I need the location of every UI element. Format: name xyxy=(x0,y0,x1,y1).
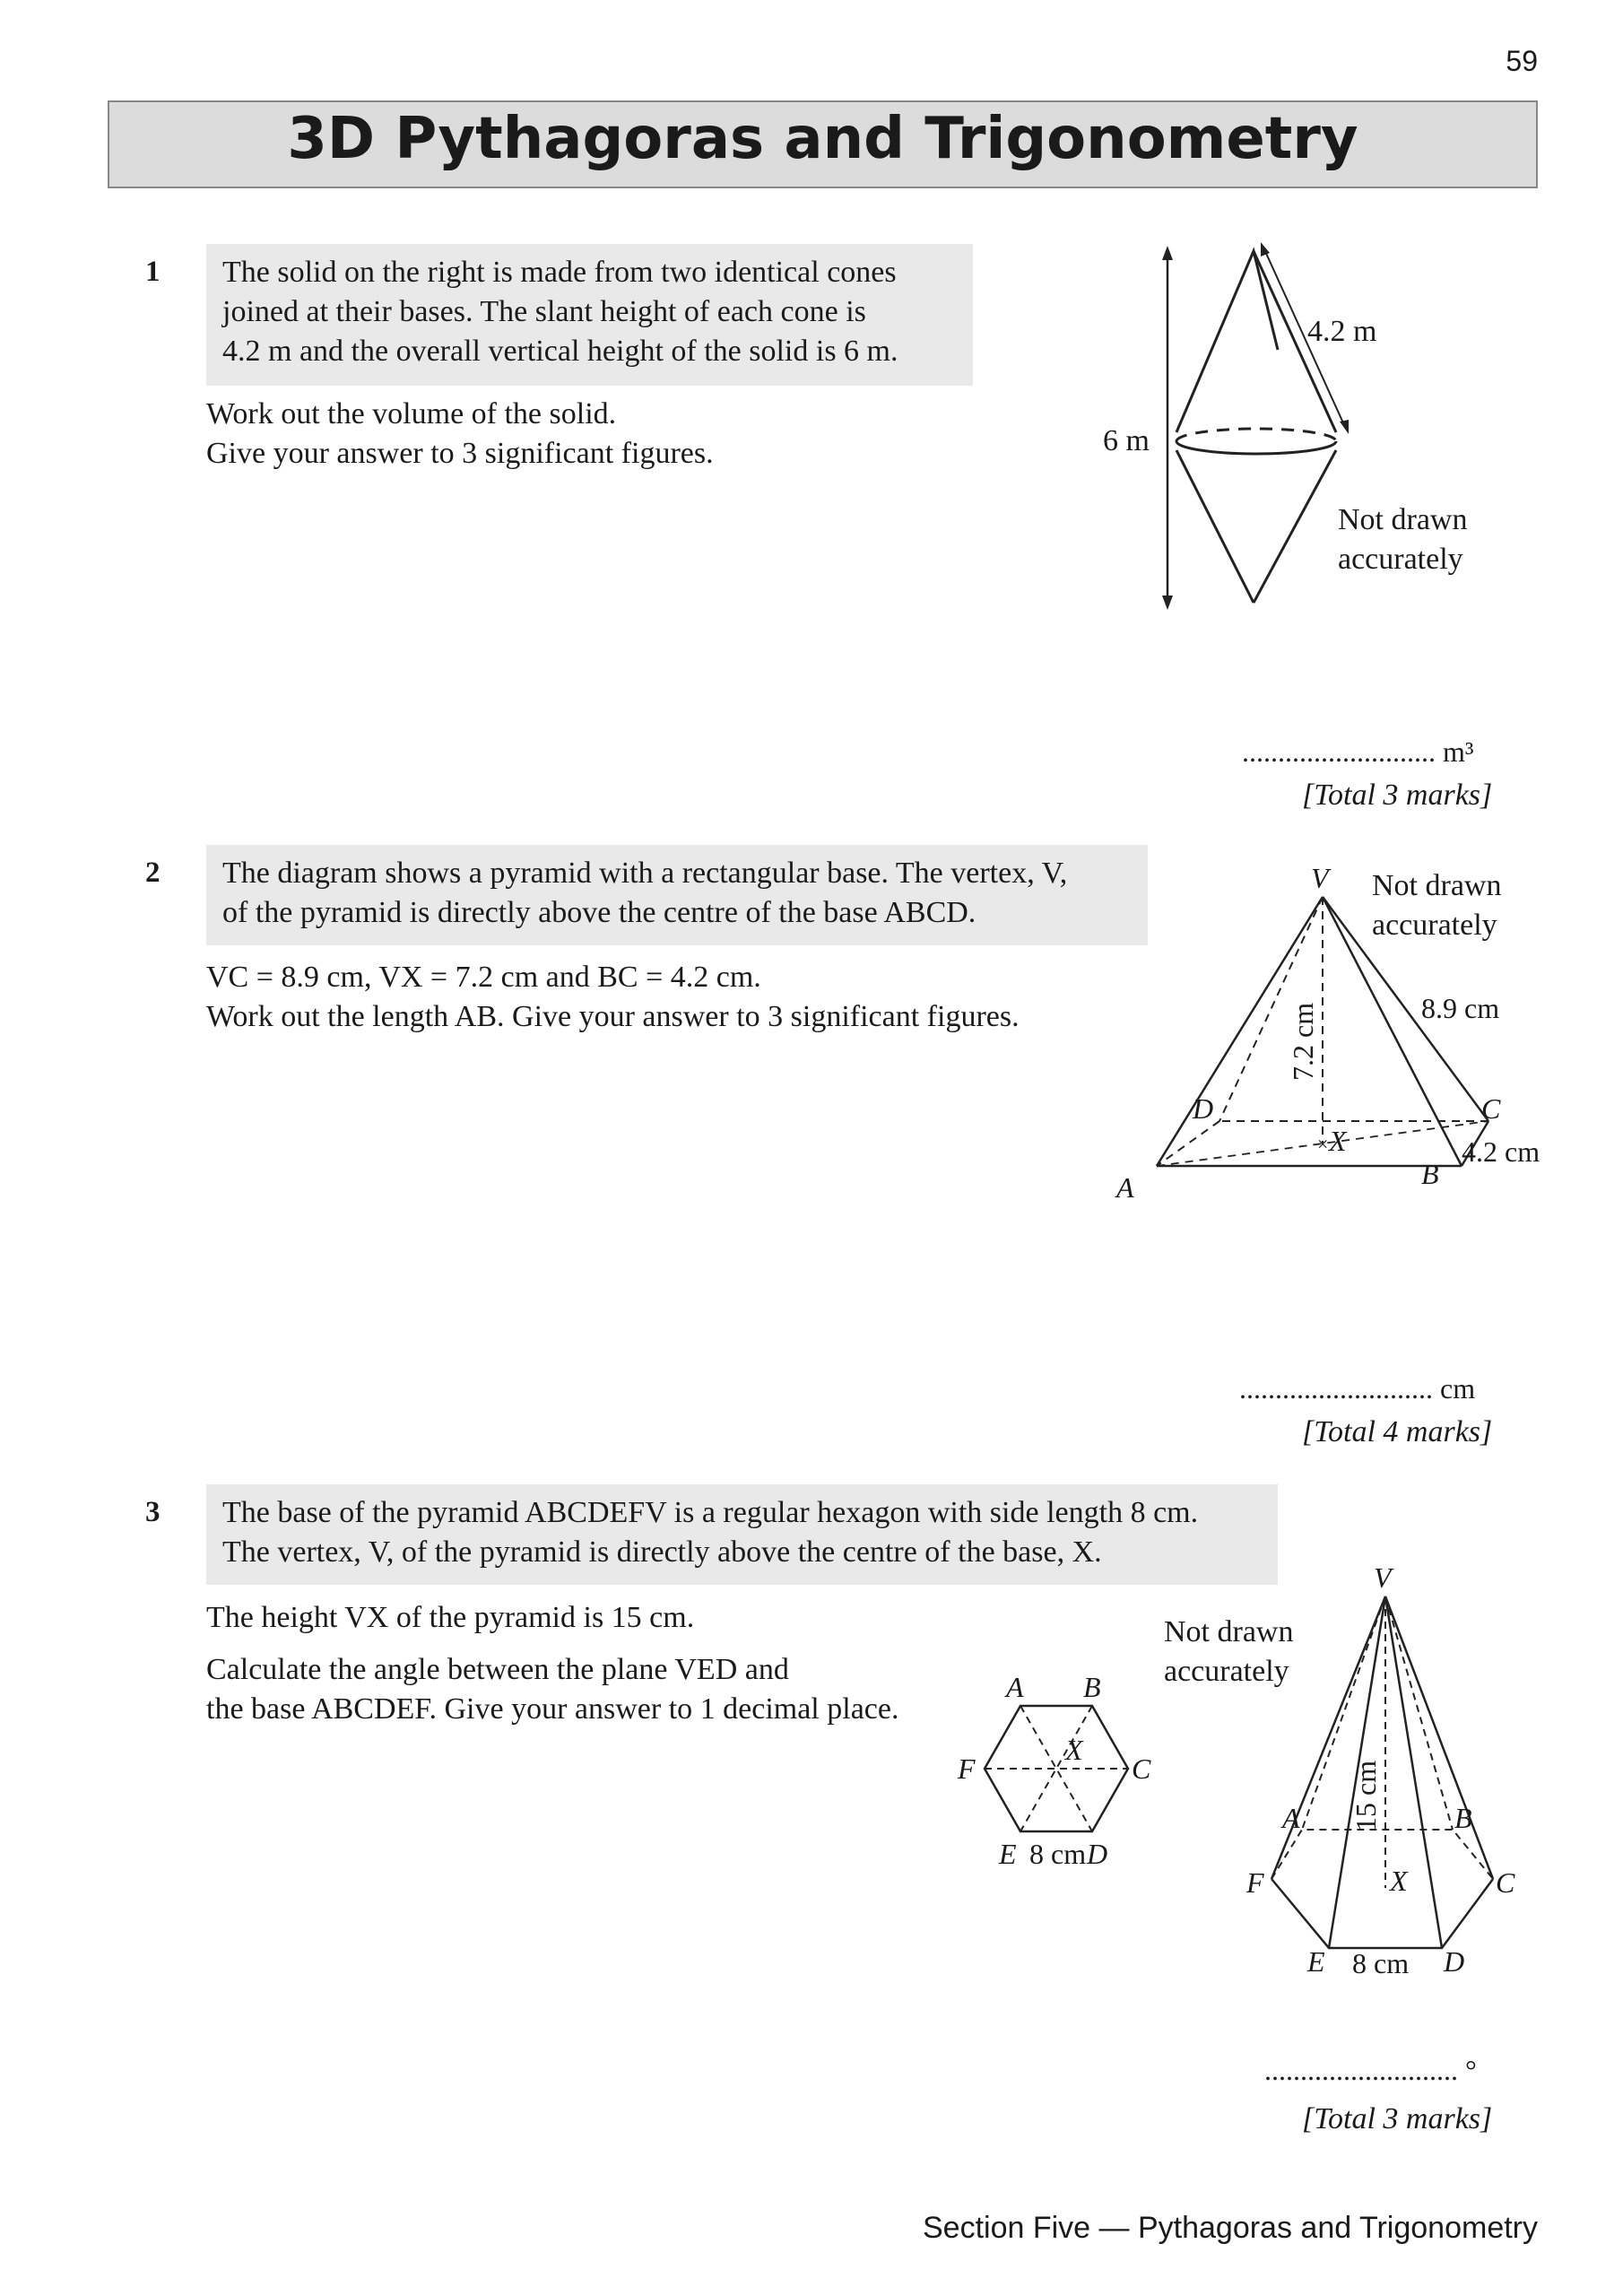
edge-vc xyxy=(1385,1596,1493,1879)
hex-label-e: E xyxy=(999,1838,1017,1870)
pyr-label-a: A xyxy=(1282,1802,1300,1834)
height-label: 6 m xyxy=(1103,424,1150,457)
page-title: 3D Pythagoras and Trigonometry xyxy=(287,106,1358,172)
hex-label-f: F xyxy=(958,1752,976,1785)
slant-arrow-bottom xyxy=(1340,420,1349,434)
hex-label-c: C xyxy=(1132,1752,1151,1785)
q2-vertex-b: B xyxy=(1421,1158,1439,1190)
bc-length-label: 4.2 cm xyxy=(1462,1135,1541,1168)
q2-note-line-2: accurately xyxy=(1372,909,1497,942)
pyramid-base-front xyxy=(1271,1879,1493,1948)
lower-cone-left xyxy=(1176,450,1254,603)
pyr-label-v: V xyxy=(1374,1561,1392,1594)
question-3-box xyxy=(206,1484,1278,1585)
pyr-label-x: X xyxy=(1390,1865,1408,1897)
q3-box-line-2: The vertex, V, of the pyramid is directly above the centre of the base, X. xyxy=(222,1535,1102,1569)
pyr-height-label: 15 cm xyxy=(1350,1760,1382,1831)
q2-box-line-1: The diagram shows a pyramid with a rectangular base. The vertex, V, xyxy=(222,857,1068,890)
hex-label-b: B xyxy=(1083,1671,1101,1703)
base-ellipse-back xyxy=(1176,429,1336,441)
hex-diagonal-ad xyxy=(1020,1706,1092,1831)
q2-answer-unit: cm xyxy=(1440,1372,1476,1405)
question-2-body xyxy=(206,958,1020,1037)
hex-label-d: D xyxy=(1087,1838,1108,1870)
height-arrow-bottom xyxy=(1162,596,1173,610)
pyr-label-b: B xyxy=(1454,1802,1472,1834)
q2-vertex-v: V xyxy=(1311,862,1329,894)
vx-length-label: 7.2 cm xyxy=(1287,1002,1319,1081)
q3-body-line-2: Calculate the angle between the plane VED and xyxy=(206,1653,789,1686)
q2-centre-x: X xyxy=(1329,1125,1347,1157)
q1-box-line-2: joined at their bases. The slant height of each cone is xyxy=(222,295,866,328)
question-3-answer-line xyxy=(1264,2054,1477,2087)
q1-body-line-1: Work out the volume of the solid. xyxy=(206,397,617,430)
page-number: 59 xyxy=(1506,45,1538,77)
q3-answer-dots[interactable]: ........................... xyxy=(1264,2054,1458,2086)
question-1-number: 1 xyxy=(145,256,161,288)
q1-body-line-2: Give your answer to 3 significant figures. xyxy=(206,437,714,470)
question-3-total: [Total 3 marks] xyxy=(1302,2102,1493,2135)
q2-centre-mark: × xyxy=(1317,1133,1329,1155)
hexagonal-pyramid-diagram xyxy=(1219,1543,1542,1991)
question-3-body-line-1: The height VX of the pyramid is 15 cm. xyxy=(206,1601,695,1634)
rectangular-pyramid-diagram xyxy=(1103,852,1551,1211)
question-2-box xyxy=(206,845,1148,945)
q1-box-line-3: 4.2 m and the overall vertical height of the solid is 6 m. xyxy=(222,335,898,368)
pyr-label-e: E xyxy=(1307,1945,1325,1978)
q1-note-line-2: accurately xyxy=(1338,543,1463,576)
hex-label-x: X xyxy=(1065,1734,1083,1766)
hex-label-a: A xyxy=(1006,1671,1024,1703)
vc-length-label: 8.9 cm xyxy=(1421,992,1500,1024)
section-footer: Section Five — Pythagoras and Trigonometry xyxy=(923,2211,1538,2245)
question-1-answer-line xyxy=(1242,735,1473,769)
base-ellipse-front xyxy=(1176,441,1336,454)
question-1-total: [Total 3 marks] xyxy=(1302,778,1493,812)
question-3-body-rest xyxy=(206,1650,898,1729)
pyr-label-c: C xyxy=(1496,1866,1515,1899)
q2-vertex-a: A xyxy=(1116,1171,1134,1204)
lower-cone-right xyxy=(1254,450,1336,603)
q2-vertex-d: D xyxy=(1193,1092,1214,1125)
slant-height-label: 4.2 m xyxy=(1307,315,1377,348)
slant-arrow-top xyxy=(1261,242,1270,257)
q2-note-line-1: Not drawn xyxy=(1372,869,1502,902)
q2-vertex-c: C xyxy=(1481,1092,1501,1125)
q3-note-line-2: accurately xyxy=(1164,1655,1289,1688)
hex-diagonal-be xyxy=(1020,1706,1092,1831)
hexagon-base-diagram xyxy=(942,1659,1184,1883)
q1-answer-unit: m³ xyxy=(1443,735,1474,768)
hexagon-outline xyxy=(985,1706,1128,1831)
pyramid-base-back xyxy=(1271,1830,1493,1879)
question-2-answer-line xyxy=(1239,1372,1475,1405)
q2-box-line-2: of the pyramid is directly above the centre of the base ABCD. xyxy=(222,896,976,929)
q3-note-line-1: Not drawn xyxy=(1164,1615,1294,1648)
double-cone-diagram xyxy=(1076,242,1542,628)
upper-cone-left xyxy=(1176,251,1278,432)
hex-side-label: 8 cm xyxy=(1029,1838,1087,1870)
height-arrow-top xyxy=(1162,246,1173,260)
edge-vf xyxy=(1271,1596,1385,1879)
q3-answer-unit: ° xyxy=(1465,2054,1477,2086)
q2-body-line-2: Work out the length AB. Give your answer to 3 significant figures. xyxy=(206,1000,1020,1033)
q1-answer-dots[interactable]: ........................... xyxy=(1242,735,1436,768)
edge-vb xyxy=(1385,1596,1453,1830)
question-1-body xyxy=(206,395,714,474)
pyr-label-f: F xyxy=(1246,1866,1264,1899)
q2-body-line-1: VC = 8.9 cm, VX = 7.2 cm and BC = 4.2 cm. xyxy=(206,961,761,994)
question-2-total: [Total 4 marks] xyxy=(1302,1415,1493,1448)
base-edge-da xyxy=(1157,1121,1219,1166)
question-2-number: 2 xyxy=(145,857,161,889)
q1-box-line-1: The solid on the right is made from two identical cones xyxy=(222,256,897,289)
question-1-box xyxy=(206,244,973,386)
question-3-number: 3 xyxy=(145,1496,161,1528)
pyr-label-d: D xyxy=(1444,1945,1465,1978)
pyr-side-label: 8 cm xyxy=(1352,1947,1410,1979)
q3-box-line-1: The base of the pyramid ABCDEFV is a regular hexagon with side length 8 cm. xyxy=(222,1496,1199,1529)
q3-body-line-3: the base ABCDEF. Give your answer to 1 decimal place. xyxy=(206,1692,899,1726)
q1-note-line-1: Not drawn xyxy=(1338,503,1468,536)
q2-answer-dots[interactable]: ........................... xyxy=(1239,1372,1433,1405)
